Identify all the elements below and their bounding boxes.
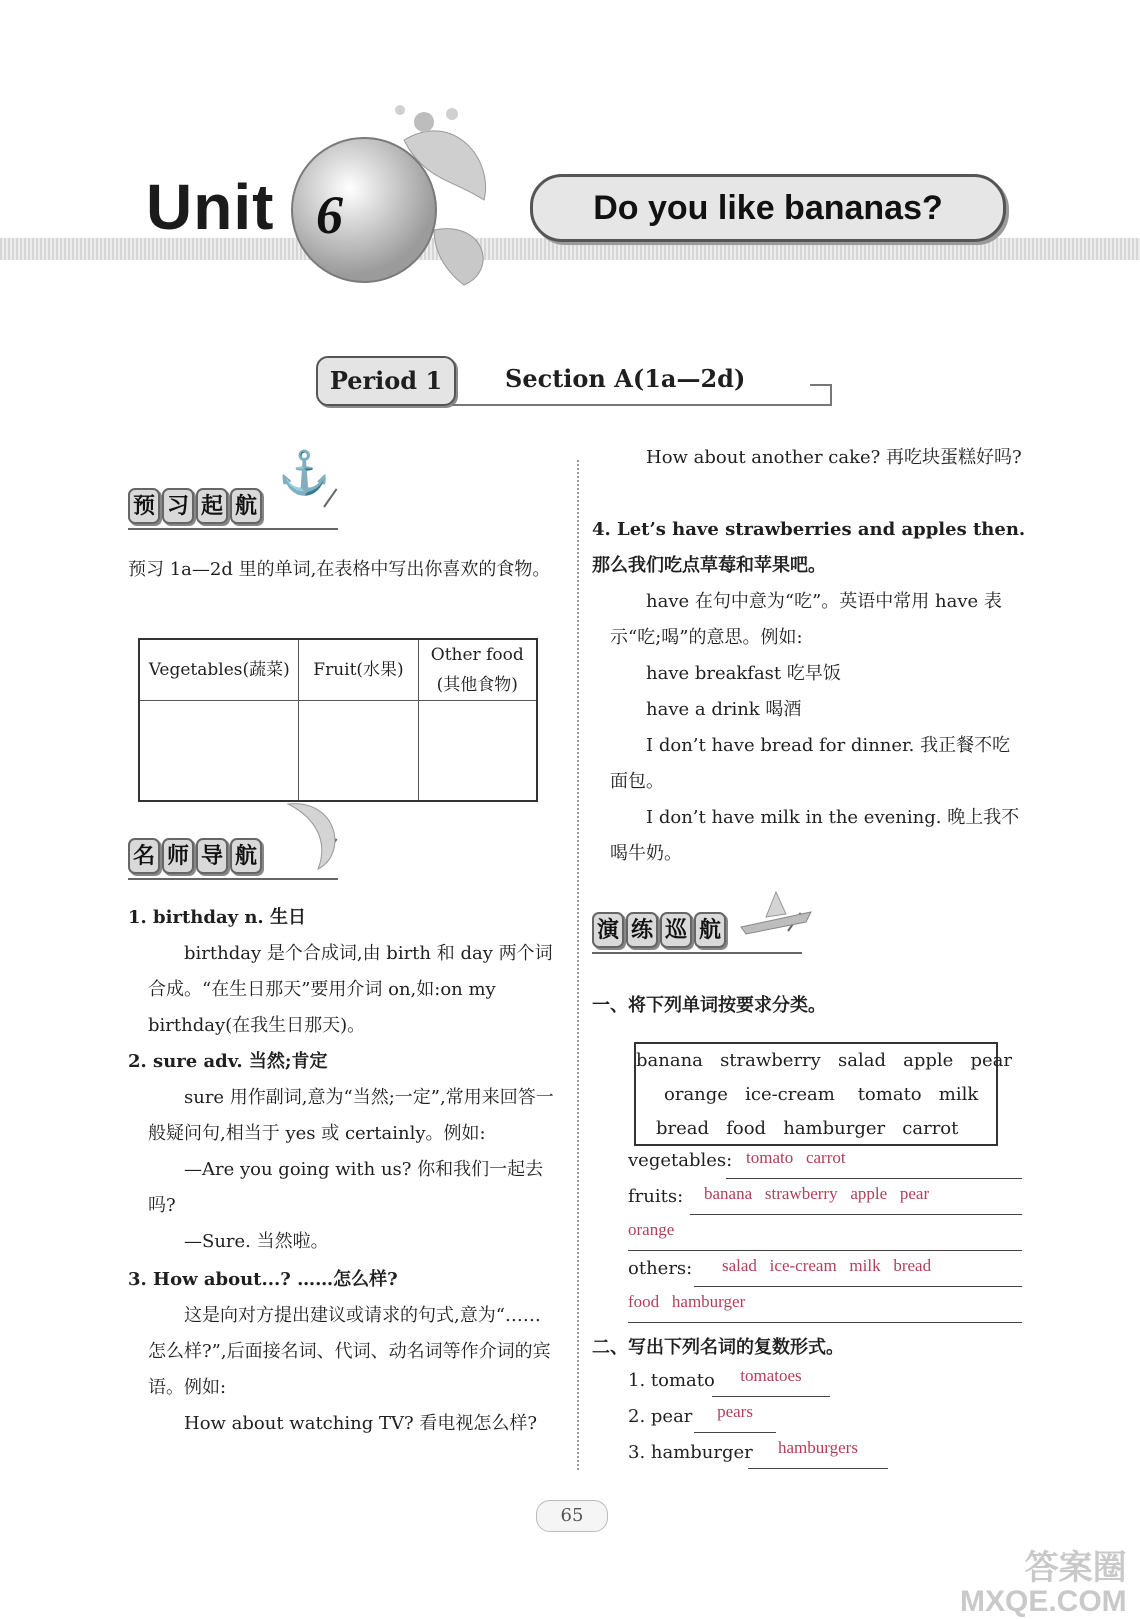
plural-answer-1: tomatoes xyxy=(740,1366,802,1385)
practice-q1-title: 一、将下列单词按要求分类。 xyxy=(592,995,826,1016)
others-answer-2: food hamburger xyxy=(628,1292,746,1311)
period-pill xyxy=(316,356,456,406)
fruits-answer-line2[interactable] xyxy=(628,1220,1022,1251)
page-number: 65 xyxy=(536,1500,608,1532)
ship-icon xyxy=(736,882,816,942)
guide-item3-example1: How about watching TV? 看电视怎么样? xyxy=(184,1413,537,1434)
unit-word: Unit xyxy=(146,171,275,243)
plural-answer-line-1[interactable] xyxy=(712,1366,830,1397)
watermark-top: 答案圈 xyxy=(1024,1549,1127,1587)
section-heading-practice xyxy=(592,912,832,956)
fruits-label: fruits: xyxy=(628,1186,684,1207)
column-divider xyxy=(577,460,579,1470)
others-answer-line[interactable] xyxy=(694,1256,1022,1287)
fruits-answer: banana strawberry apple pear xyxy=(704,1184,930,1203)
section-heading-guide xyxy=(128,838,368,882)
watermark-bottom: MXQE.COM xyxy=(960,1585,1127,1618)
guide-item3-title: 3. How about...? ……怎么样? xyxy=(128,1269,398,1290)
guide-item1-title: 1. birthday n. 生日 xyxy=(128,907,306,928)
plural-answer-2: pears xyxy=(717,1402,753,1421)
plural-answer-line-3[interactable] xyxy=(748,1438,888,1469)
heading-char: 航 xyxy=(230,838,262,874)
vegetables-answer: tomato carrot xyxy=(746,1148,846,1167)
preview-instruction: 预习 1a—2d 里的单词,在表格中写出你喜欢的食物。 xyxy=(128,559,551,580)
fruits-answer-line[interactable] xyxy=(690,1184,1022,1215)
heading-char: 习 xyxy=(162,488,194,524)
period-label: Period 1 xyxy=(329,366,443,395)
plural-word-1: 1. tomato xyxy=(628,1370,715,1391)
guide-item3-example2: How about another cake? 再吃块蛋糕好吗? xyxy=(646,447,1022,468)
word-box-line3: bread food hamburger carrot xyxy=(656,1118,959,1139)
banana-icon xyxy=(278,794,348,874)
guide-item4-example4: I don’t have milk in the evening. 晚上我不喝牛奶。 xyxy=(610,807,1020,864)
vegetables-answer-line[interactable] xyxy=(726,1148,1022,1179)
watermark xyxy=(960,1540,1127,1619)
unit-number: 6 xyxy=(316,185,343,245)
table-cell-other[interactable] xyxy=(418,701,537,802)
plural-answer-3: hamburgers xyxy=(778,1438,858,1457)
word-box-line1: banana strawberry salad apple pear xyxy=(636,1050,1013,1071)
table-cell-vegetables[interactable] xyxy=(139,701,299,802)
heading-rule xyxy=(128,528,338,530)
guide-item2-example1: —Are you going with us? 你和我们一起去吗? xyxy=(148,1159,544,1216)
others-label: others: xyxy=(628,1258,693,1279)
heading-rule xyxy=(592,952,802,954)
word-box-line2: orange ice-cream tomato milk xyxy=(664,1084,979,1105)
guide-item2-body: sure 用作副词,意为“当然;一定”,常用来回答一般疑问句,相当于 yes 或 certainly。例如: xyxy=(148,1087,554,1144)
heading-rule xyxy=(128,878,338,880)
guide-item2-example2: —Sure. 当然啦。 xyxy=(184,1231,329,1252)
others-answer-line2[interactable] xyxy=(628,1292,1022,1323)
heading-char: 师 xyxy=(162,838,194,874)
table-header-fruit: Fruit(水果) xyxy=(299,639,418,701)
guide-item2-title: 2. sure adv. 当然;肯定 xyxy=(128,1051,328,1072)
fruits-answer-2: orange xyxy=(628,1220,675,1239)
others-answer: salad ice-cream milk bread xyxy=(722,1256,932,1275)
heading-char: 巡 xyxy=(660,912,692,948)
practice-q2-title: 二、写出下列名词的复数形式。 xyxy=(592,1337,844,1358)
plural-word-3: 3. hamburger xyxy=(628,1442,753,1463)
heading-char: 名 xyxy=(128,838,160,874)
guide-item3-body: 这是向对方提出建议或请求的句式,意为“……怎么样?”,后面接名词、代词、动名词等作介词的宾语。例如: xyxy=(148,1305,551,1398)
anchor-icon: ⚓ xyxy=(278,448,331,497)
table-header-other xyxy=(418,639,537,701)
guide-item4-title: 4. Let’s have strawberries and apples then. 那么我们吃点草莓和苹果吧。 xyxy=(592,519,1026,576)
section-heading-preview xyxy=(128,448,368,532)
guide-item4-example2: have a drink 喝酒 xyxy=(646,699,802,720)
table-header-vegetables: Vegetables(蔬菜) xyxy=(139,639,299,701)
heading-char: 练 xyxy=(626,912,658,948)
heading-char: 航 xyxy=(230,488,262,524)
section-title: Section A(1a—2d) xyxy=(505,364,746,393)
guide-item4-example3: I don’t have bread for dinner. 我正餐不吃面包。 xyxy=(610,735,1011,792)
period-rule-hook xyxy=(810,384,832,406)
guide-item4-body: have 在句中意为“吃”。英语中常用 have 表示“吃;喝”的意思。例如: xyxy=(610,591,1002,648)
table-header-other-line1: Other food xyxy=(430,645,524,665)
word-box xyxy=(634,1042,1013,1146)
heading-char: 航 xyxy=(694,912,726,948)
heading-char: 预 xyxy=(128,488,160,524)
unit-title-pill xyxy=(530,174,1006,242)
food-table xyxy=(138,638,538,802)
heading-char: 演 xyxy=(592,912,624,948)
heading-char: 起 xyxy=(196,488,228,524)
vegetables-label: vegetables: xyxy=(628,1150,733,1171)
heading-char: 导 xyxy=(196,838,228,874)
plural-answer-line-2[interactable] xyxy=(694,1402,776,1433)
table-cell-fruit[interactable] xyxy=(299,701,418,802)
unit-title: Do you like bananas? xyxy=(593,189,943,227)
plural-word-2: 2. pear xyxy=(628,1406,693,1427)
guide-item1-body: birthday 是个合成词,由 birth 和 day 两个词合成。“在生日那天”要用介词 on,如:on my birthday(在我生日那天)。 xyxy=(148,943,553,1036)
table-header-other-line2: (其他食物) xyxy=(436,675,518,695)
period-rule xyxy=(452,404,832,406)
guide-item4-example1: have breakfast 吃早饭 xyxy=(646,663,841,684)
